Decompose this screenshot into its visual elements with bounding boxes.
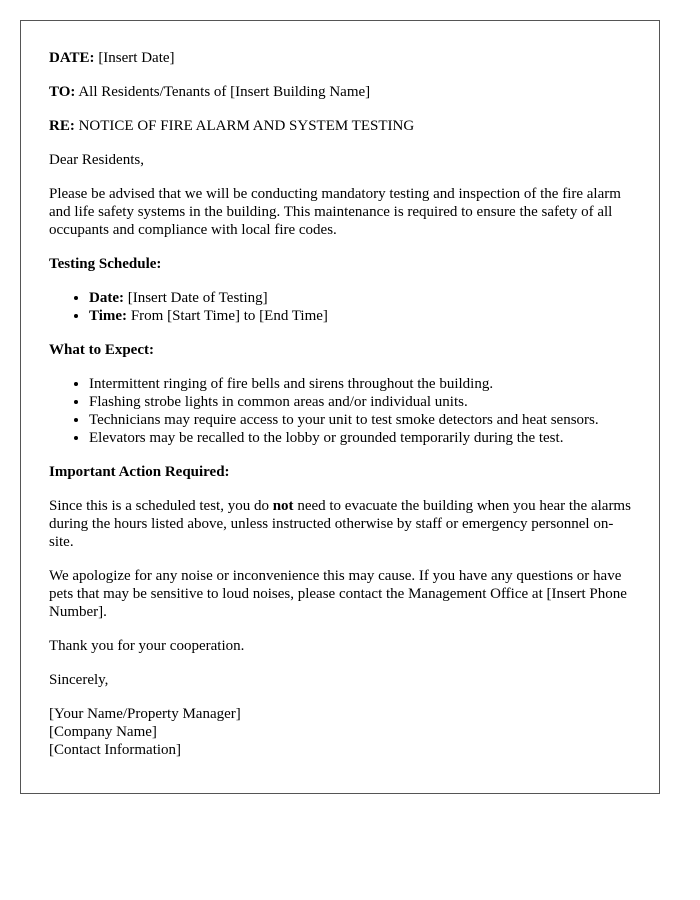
- to-label: TO:: [49, 84, 76, 100]
- to-line: [49, 83, 631, 101]
- schedule-item-date: [89, 289, 631, 307]
- signature-block: [49, 705, 631, 759]
- expect-item: • Flashing strobe lights in common areas and/or individual units.: [89, 393, 631, 411]
- schedule-item-time: [89, 307, 631, 325]
- apology-paragraph: We apologize for any noise or inconvenience this may cause. If you have any questions or have pets that may be sensitive to loud noises, please contact the Management Office at [Insert Phone Number].: [49, 568, 627, 620]
- expect-list: [49, 375, 631, 447]
- date-label: DATE:: [49, 50, 95, 66]
- thanks-paragraph: Thank you for your cooperation.: [49, 638, 245, 654]
- closing: Sincerely,: [49, 672, 109, 688]
- schedule-item-label: Time:: [89, 308, 128, 324]
- re-value: NOTICE OF FIRE ALARM AND SYSTEM TESTING: [74, 118, 415, 134]
- expect-item: • Technicians may require access to your unit to test smoke detectors and heat sensors.: [89, 411, 631, 429]
- action-emphasis: not: [272, 498, 294, 514]
- letter-document: [20, 20, 660, 794]
- signature-company: [Company Name]: [49, 724, 157, 740]
- schedule-item-value: From [Start Time] to [End Time]: [127, 308, 328, 324]
- re-line: [49, 117, 631, 135]
- re-label: RE:: [49, 118, 75, 134]
- salutation: Dear Residents,: [49, 152, 144, 168]
- expect-heading: What to Expect:: [49, 342, 154, 358]
- signature-name: [Your Name/Property Manager]: [49, 706, 241, 722]
- schedule-item-value: [Insert Date of Testing]: [123, 290, 268, 306]
- action-text-after: need to evacuate the building when you hear the alarms during the hours listed above, unless instructed otherwise by staff or emergency personnel on-site.: [49, 498, 631, 550]
- date-line: [49, 49, 631, 67]
- action-text-before: Since this is a scheduled test, you do: [49, 498, 273, 514]
- date-value: [Insert Date]: [94, 50, 175, 66]
- schedule-list: [49, 289, 631, 325]
- to-value: All Residents/Tenants of [Insert Building Name]: [75, 84, 371, 100]
- schedule-item-label: Date:: [89, 290, 124, 306]
- signature-contact: [Contact Information]: [49, 742, 182, 758]
- expect-item: • Elevators may be recalled to the lobby or grounded temporarily during the test.: [89, 429, 631, 447]
- schedule-heading: Testing Schedule:: [49, 256, 162, 272]
- action-heading: Important Action Required:: [49, 464, 230, 480]
- action-paragraph: [49, 497, 631, 551]
- intro-paragraph: Please be advised that we will be conducting mandatory testing and inspection of the fire alarm and life safety systems in the building. This maintenance is required to ensure the safety of all occupants and compliance with local fire codes.: [49, 186, 621, 238]
- expect-item: • Intermittent ringing of fire bells and sirens throughout the building.: [89, 375, 631, 393]
